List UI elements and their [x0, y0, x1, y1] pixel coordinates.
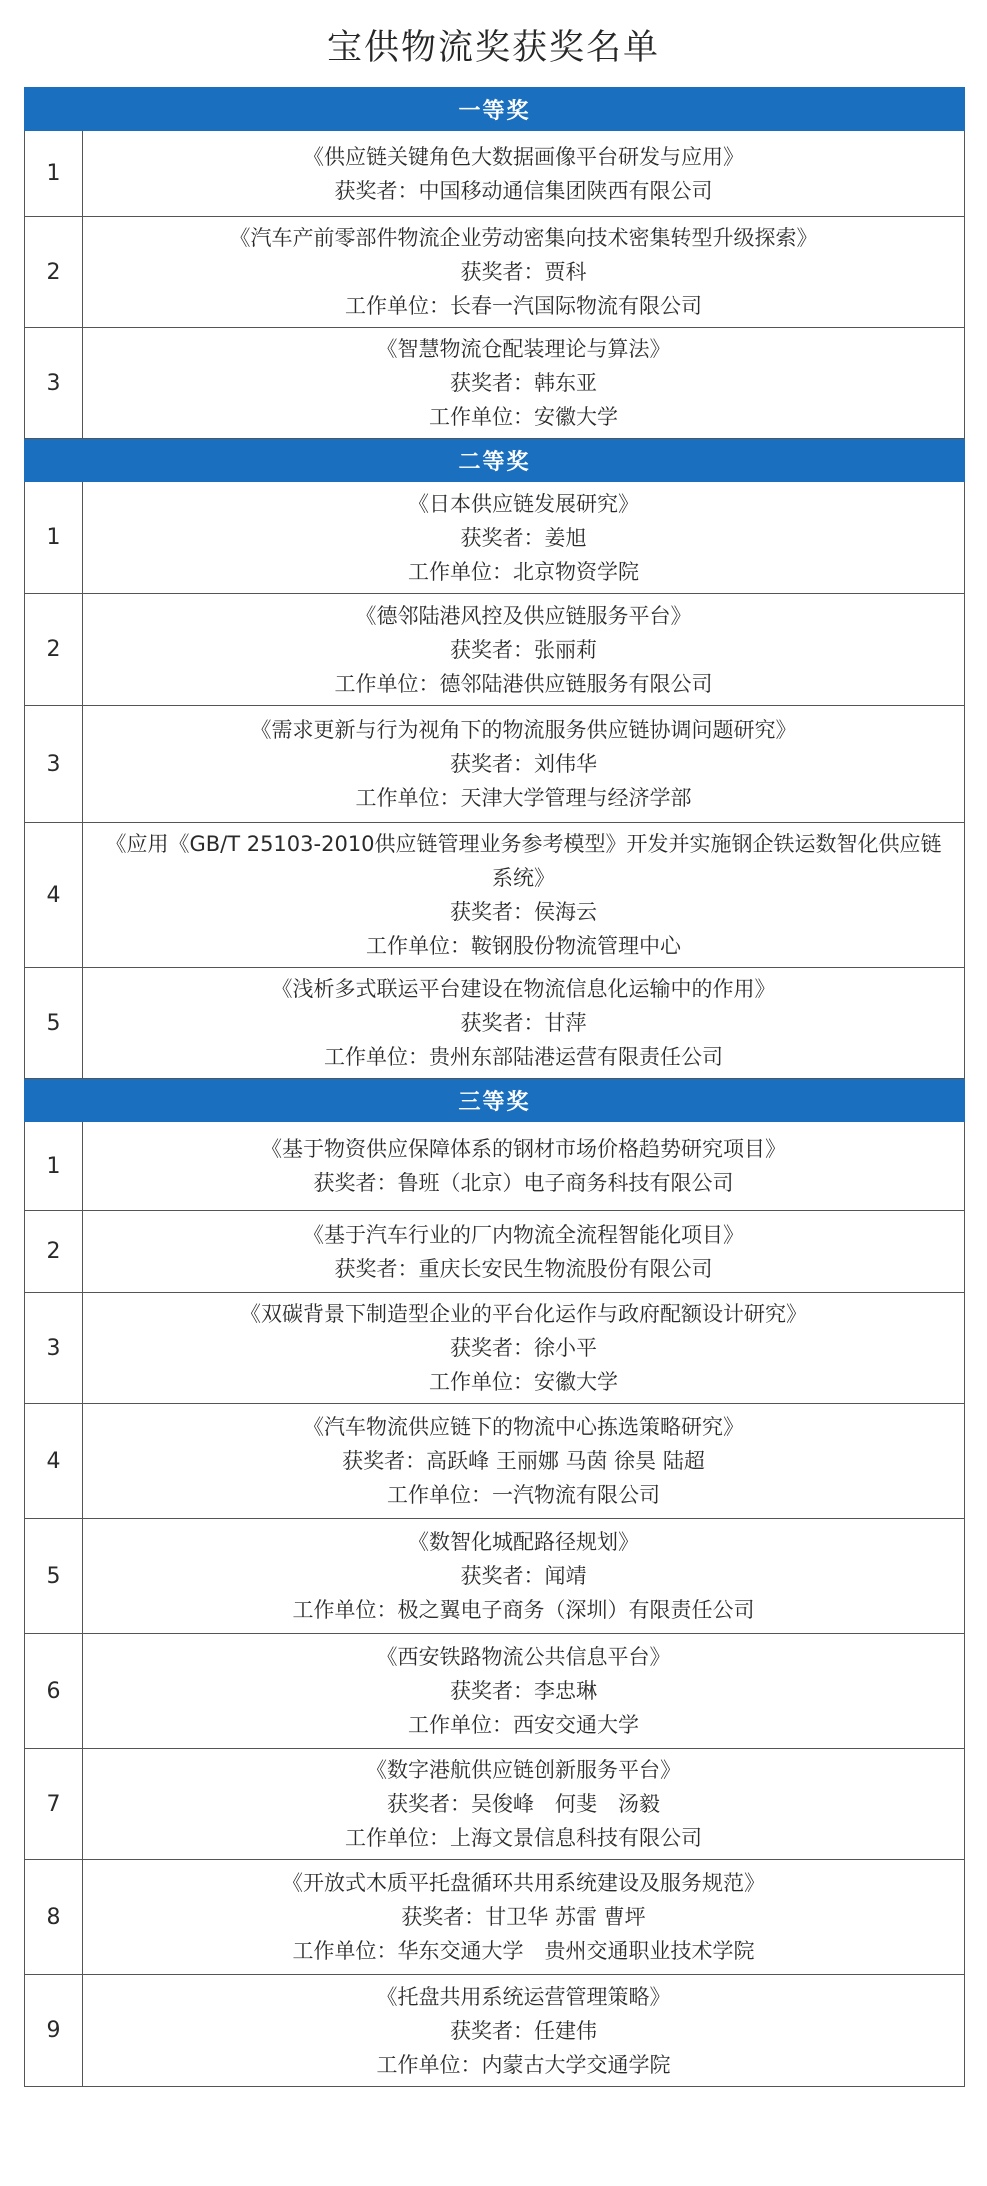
award-entry-row — [25, 1211, 965, 1293]
entry-project-title: 《托盘共用系统运营管理策略》 — [376, 1984, 671, 2009]
entry-work-unit: 工作单位：北京物资学院 — [408, 559, 639, 584]
entry-project-title: 《供应链关键角色大数据画像平台研发与应用》 — [303, 144, 744, 169]
entry-content — [83, 482, 965, 594]
award-entry-row — [25, 131, 965, 217]
entry-award-winner: 获奖者：张丽莉 — [450, 637, 597, 662]
entry-work-unit: 工作单位：安徽大学 — [429, 1370, 618, 1394]
entry-work-unit: 工作单位：上海文景信息科技有限公司 — [345, 1826, 702, 1850]
entry-content — [83, 1293, 965, 1404]
entry-award-winner: 获奖者：鲁班（北京）电子商务科技有限公司 — [313, 1171, 734, 1195]
entry-project-title: 《双碳背景下制造型企业的平台化运作与政府配额设计研究》 — [240, 1302, 807, 1326]
section-title: 一等奖 — [25, 88, 965, 131]
entry-award-winner: 获奖者：刘伟华 — [450, 752, 597, 776]
entry-number: 4 — [25, 1404, 83, 1519]
award-entry-row — [25, 968, 965, 1079]
entry-project-title: 《基于汽车行业的厂内物流全流程智能化项目》 — [303, 1222, 744, 1247]
entry-award-winner: 获奖者：甘卫华 苏雷 曹坪 — [401, 1905, 646, 1929]
entry-award-winner: 获奖者：徐小平 — [450, 1336, 597, 1360]
section-header-row — [25, 88, 965, 131]
award-entry-row — [25, 706, 965, 823]
award-entry-row — [25, 217, 965, 328]
entry-award-winner: 获奖者：高跃峰 王丽娜 马茵 徐昊 陆超 — [342, 1449, 705, 1473]
entry-award-winner: 获奖者：甘萍 — [460, 1011, 587, 1035]
entry-award-winner: 获奖者：侯海云 — [450, 900, 597, 924]
award-entry-row — [25, 482, 965, 594]
award-entry-row — [25, 594, 965, 706]
entry-project-title: 《西安铁路物流公共信息平台》 — [376, 1645, 671, 1669]
entry-work-unit: 工作单位：极之翼电子商务（深圳）有限责任公司 — [292, 1598, 755, 1622]
entry-content — [83, 706, 965, 823]
entry-content — [83, 1749, 965, 1860]
section-title: 二等奖 — [25, 439, 965, 482]
entry-work-unit: 工作单位：贵州东部陆港运营有限责任公司 — [324, 1045, 723, 1069]
section-title: 三等奖 — [25, 1079, 965, 1122]
award-table — [24, 87, 965, 2087]
entry-number: 9 — [25, 1975, 83, 2087]
entry-content — [83, 1122, 965, 1211]
entry-number: 7 — [25, 1749, 83, 1860]
entry-number: 4 — [25, 823, 83, 968]
entry-content — [83, 328, 965, 439]
entry-content — [83, 594, 965, 706]
award-entry-row — [25, 328, 965, 439]
entry-work-unit: 工作单位：德邻陆港供应链服务有限公司 — [334, 671, 713, 696]
entry-content — [83, 1211, 965, 1293]
entry-award-winner: 获奖者：重庆长安民生物流股份有限公司 — [334, 1256, 713, 1281]
award-table-body — [25, 88, 965, 2087]
entry-project-title: 《日本供应链发展研究》 — [408, 491, 639, 516]
entry-content — [83, 1634, 965, 1749]
entry-award-winner: 获奖者：闻靖 — [460, 1564, 587, 1588]
award-entry-row — [25, 823, 965, 968]
entry-content — [83, 1975, 965, 2087]
award-entry-row — [25, 1122, 965, 1211]
entry-number: 5 — [25, 968, 83, 1079]
award-entry-row — [25, 1404, 965, 1519]
entry-work-unit: 工作单位：一汽物流有限公司 — [387, 1483, 660, 1507]
award-entry-row — [25, 1749, 965, 1860]
entry-project-title: 《数字港航供应链创新服务平台》 — [366, 1758, 681, 1782]
entry-work-unit: 工作单位：长春一汽国际物流有限公司 — [345, 294, 702, 318]
entry-number: 1 — [25, 482, 83, 594]
entry-work-unit: 工作单位：内蒙古大学交通学院 — [376, 2052, 671, 2077]
entry-content — [83, 823, 965, 968]
entry-number: 2 — [25, 217, 83, 328]
entry-project-title: 《浅析多式联运平台建设在物流信息化运输中的作用》 — [271, 977, 776, 1001]
entry-project-title: 《应用《GB/T 25103-2010供应链管理业务参考模型》开发并实施钢企铁运数智化供应链系统》 — [105, 832, 942, 890]
entry-number: 2 — [25, 594, 83, 706]
entry-content — [83, 1860, 965, 1975]
entry-project-title: 《数智化城配路径规划》 — [408, 1530, 639, 1554]
section-header-row — [25, 1079, 965, 1122]
entry-number: 1 — [25, 131, 83, 217]
entry-work-unit: 工作单位：西安交通大学 — [408, 1713, 639, 1737]
entry-content — [83, 131, 965, 217]
entry-number: 2 — [25, 1211, 83, 1293]
entry-content — [83, 1404, 965, 1519]
entry-award-winner: 获奖者：中国移动通信集团陕西有限公司 — [334, 178, 713, 203]
entry-content — [83, 217, 965, 328]
entry-award-winner: 获奖者：李忠琳 — [450, 1679, 597, 1703]
award-entry-row — [25, 1634, 965, 1749]
entry-number: 3 — [25, 328, 83, 439]
award-entry-row — [25, 1860, 965, 1975]
entry-project-title: 《开放式木质平托盘循环共用系统建设及服务规范》 — [282, 1871, 765, 1895]
entry-project-title: 《德邻陆港风控及供应链服务平台》 — [355, 603, 692, 628]
entry-project-title: 《汽车产前零部件物流企业劳动密集向技术密集转型升级探索》 — [229, 226, 818, 250]
entry-content — [83, 1519, 965, 1634]
award-entry-row — [25, 1519, 965, 1634]
entry-work-unit: 工作单位：安徽大学 — [429, 405, 618, 429]
award-entry-row — [25, 1293, 965, 1404]
entry-award-winner: 获奖者：姜旭 — [460, 525, 587, 550]
entry-number: 3 — [25, 1293, 83, 1404]
entry-number: 1 — [25, 1122, 83, 1211]
page-title: 宝供物流奖获奖名单 — [326, 28, 660, 68]
entry-number: 6 — [25, 1634, 83, 1749]
entry-number: 3 — [25, 706, 83, 823]
entry-project-title: 《智慧物流仓配装理论与算法》 — [376, 337, 671, 361]
section-header-row — [25, 439, 965, 482]
entry-award-winner: 获奖者：任建伟 — [450, 2018, 597, 2043]
award-entry-row — [25, 1975, 965, 2087]
entry-award-winner: 获奖者：吴俊峰 何斐 汤毅 — [387, 1792, 660, 1816]
entry-work-unit: 工作单位：天津大学管理与经济学部 — [355, 786, 692, 810]
entry-project-title: 《需求更新与行为视角下的物流服务供应链协调问题研究》 — [250, 718, 797, 742]
entry-project-title: 《基于物资供应保障体系的钢材市场价格趋势研究项目》 — [261, 1137, 786, 1161]
entry-project-title: 《汽车物流供应链下的物流中心拣选策略研究》 — [303, 1415, 744, 1439]
entry-content — [83, 968, 965, 1079]
entry-work-unit: 工作单位：鞍钢股份物流管理中心 — [366, 934, 681, 958]
entry-award-winner: 获奖者：贾科 — [460, 260, 587, 284]
entry-work-unit: 工作单位：华东交通大学 贵州交通职业技术学院 — [292, 1939, 755, 1963]
entry-number: 5 — [25, 1519, 83, 1634]
entry-number: 8 — [25, 1860, 83, 1975]
entry-award-winner: 获奖者：韩东亚 — [450, 371, 597, 395]
